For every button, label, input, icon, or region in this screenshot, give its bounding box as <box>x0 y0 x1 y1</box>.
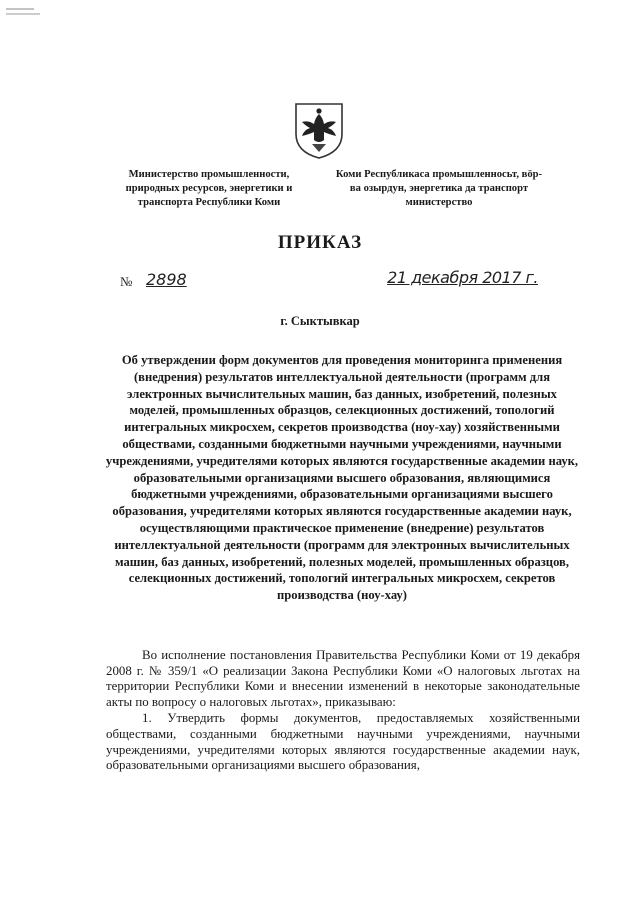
order-number: 2898 <box>146 270 187 289</box>
scan-corner-mark <box>4 4 44 18</box>
order-title: ПРИКАЗ <box>277 232 363 253</box>
number-label: № <box>120 274 133 289</box>
body-paragraph-clause-1: 1. Утвердить формы документов, предоставляемых хозяйственными обществами, созданными бюджетными научными учреждениями, научными учреждениями, учредителями которых являются государственные академии наук, образовательными организациями высшего образования, <box>106 711 580 773</box>
ministry-name-russian: Министерство промышленности, природных ресурсов, энергетики и транспорта Республики Коми <box>125 169 293 208</box>
order-body <box>106 648 580 774</box>
ministry-header <box>104 168 544 210</box>
order-date: 21 декабря 2017 г. <box>387 268 538 287</box>
ministry-name-komi: Коми Республикаса промышленносьт, вӧр-ва озырдун, энергетика да транспорт министерство <box>335 169 543 208</box>
city-line: г. Сыктывкар <box>280 314 360 328</box>
coat-of-arms-icon <box>290 100 348 160</box>
order-subject: Об утверждении форм документов для проведения мониторинга применения (внедрения) результатов интеллектуальной деятельности (программ для электронных вычислительных машин, баз данных, изобретений, полезных моделей, промышленных образцов, селекционных достижений, топологий интегральных микросхем, секретов производства (ноу-хау) хозяйственными обществами, созданными бюджетными научными учреждениями, научными учреждениями, учредителями которых являются государственные академии наук, образовательными организациями высшего образования, являющимися бюджетными учреждениями, образовательными организациями высшего образования, учредителями которых являются государственные академии наук, осуществляющими практическое применение (внедрение) результатов интеллектуальной деятельности (программ для электронных вычислительных машин, баз данных, изобретений, полезных моделей, промышленных образцов, селекционных достижений, топологий интегральных микросхем, секретов производства (ноу-хау) <box>105 353 579 603</box>
body-paragraph-preamble: Во исполнение постановления Правительства Республики Коми от 19 декабря 2008 г. № 359/1 «О реализации Закона Республики Коми «О налоговых льготах на территории Республики Коми и внесении изменений в некоторые законодательные акты по вопросу о налоговых льготах», приказываю: <box>106 648 580 709</box>
number-date-row <box>120 270 540 294</box>
